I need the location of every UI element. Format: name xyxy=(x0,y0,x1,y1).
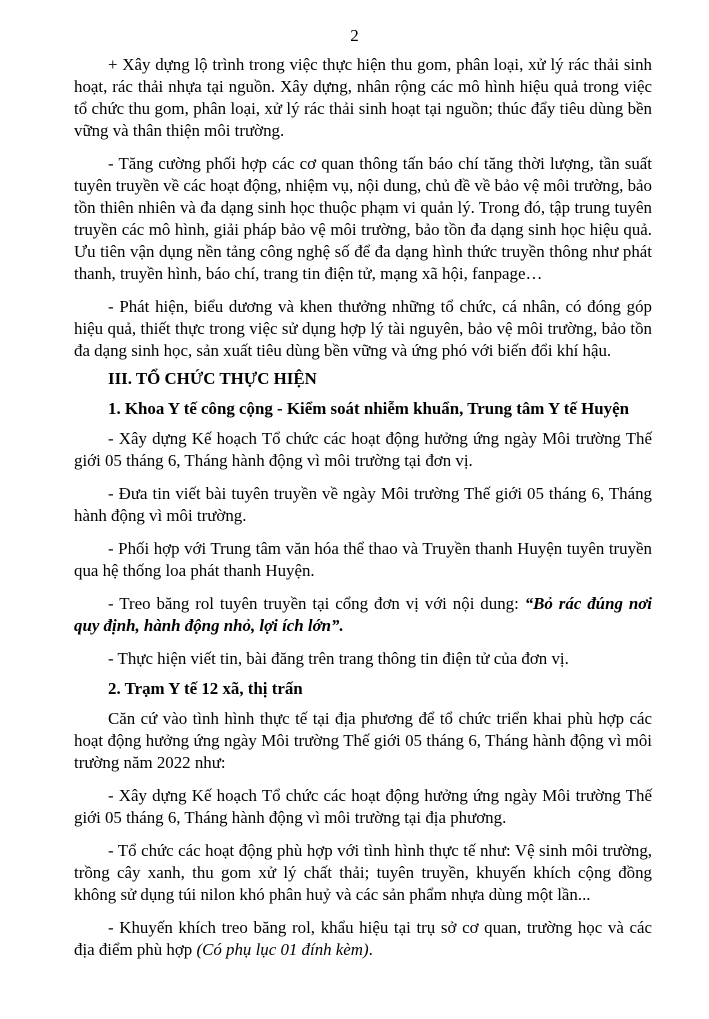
paragraph-media-coordination: - Tăng cường phối hợp các cơ quan thông tấn báo chí tăng thời lượng, tần suất tuyên truyền về các hoạt động, nhiệm vụ, nội dung, chủ đề về bảo vệ môi trường, bảo tồn thiên nhiên và đa dạng sinh học thuộc phạm vi quản lý. Trong đó, tập trung tuyên truyền các mô hình, giải pháp bảo vệ môi trường, bảo tồn đa dạng sinh học hiệu quả. Ưu tiên vận dụng nền tảng công nghệ số để đa dạng hình thức truyền thông như phát thanh, truyền hình, báo chí, trang tin điện tử, mạng xã hội, fanpage… xyxy=(74,154,652,283)
subsection-heading-public-health-dept: 1. Khoa Y tế công cộng - Kiểm soát nhiễm khuẩn, Trung tâm Y tế Huyện xyxy=(108,399,629,418)
list-item: - Xây dựng Kế hoạch Tổ chức các hoạt động hưởng ứng ngày Môi trường Thế giới 05 tháng 6, Tháng hành động vì môi trường tại đơn vị. xyxy=(74,429,652,470)
paragraph-commune-intro: Căn cứ vào tình hình thực tế tại địa phương để tổ chức triển khai phù hợp các hoạt động hưởng ứng ngày Môi trường Thế giới 05 tháng 6, Tháng hành động vì môi trường năm 2022 như: xyxy=(74,709,652,772)
appendix-note: (Có phụ lục 01 đính kèm) xyxy=(196,940,369,959)
paragraph-waste-roadmap: + Xây dựng lộ trình trong việc thực hiện thu gom, phân loại, xử lý rác thải sinh hoạt, rác thải nhựa tại nguồn. Xây dựng, nhân rộng các mô hình hiệu quả trong việc tổ chức thu gom, phân loại, xử lý rác thải sinh hoạt tại nguồn; thúc đẩy tiêu dùng bền vững và thân thiện môi trường. xyxy=(74,55,652,140)
list-item-banner-commune xyxy=(74,917,652,961)
list-item: - Tổ chức các hoạt động phù hợp với tình hình thực tế như: Vệ sinh môi trường, trồng cây xanh, thu gom xử lý chất thải; tuyên truyền, khuyến khích cộng đồng không sử dụng túi nilon khó phân huỷ và các sản phẩm nhựa dùng một lần... xyxy=(74,841,652,904)
list-item: - Thực hiện viết tin, bài đăng trên trang thông tin điện tử của đơn vị. xyxy=(108,649,569,668)
list-item: - Đưa tin viết bài tuyên truyền về ngày Môi trường Thế giới 05 tháng 6, Tháng hành động vì môi trường. xyxy=(74,484,652,525)
banner-slogan: “Bỏ rác đúng nơi quy định, hành động nhỏ, lợi ích lớn”. xyxy=(74,594,652,635)
section-heading-implementation: III. TỔ CHỨC THỰC HIỆN xyxy=(108,369,317,388)
banner-text: - Treo băng rol tuyên truyền tại cổng đơn vị với nội dung: xyxy=(108,594,525,613)
list-item: - Xây dựng Kế hoạch Tổ chức các hoạt động hưởng ứng ngày Môi trường Thế giới 05 tháng 6, Tháng hành động vì môi trường tại địa phương. xyxy=(74,786,652,827)
list-item: - Phối hợp với Trung tâm văn hóa thể thao và Truyền thanh Huyện tuyên truyền qua hệ thống loa phát thanh Huyện. xyxy=(74,539,652,580)
list-item-text: - Khuyến khích treo băng rol, khẩu hiệu tại trụ sở cơ quan, trường học và các địa điểm phù hợp xyxy=(74,918,652,959)
subsection-heading-commune-stations: 2. Trạm Y tế 12 xã, thị trấn xyxy=(108,679,303,698)
paragraph-commendation: - Phát hiện, biểu dương và khen thưởng những tổ chức, cá nhân, có đóng góp hiệu quả, thiết thực trong việc sử dụng hợp lý tài nguyên, bảo vệ môi trường, bảo tồn đa dạng sinh học, sản xuất tiêu dùng bền vững và ứng phó với biến đổi khí hậu. xyxy=(74,297,652,360)
list-item-end: . xyxy=(368,940,373,959)
document-body xyxy=(74,54,652,972)
list-item-banner xyxy=(74,593,652,637)
page-number: 2 xyxy=(350,26,359,45)
